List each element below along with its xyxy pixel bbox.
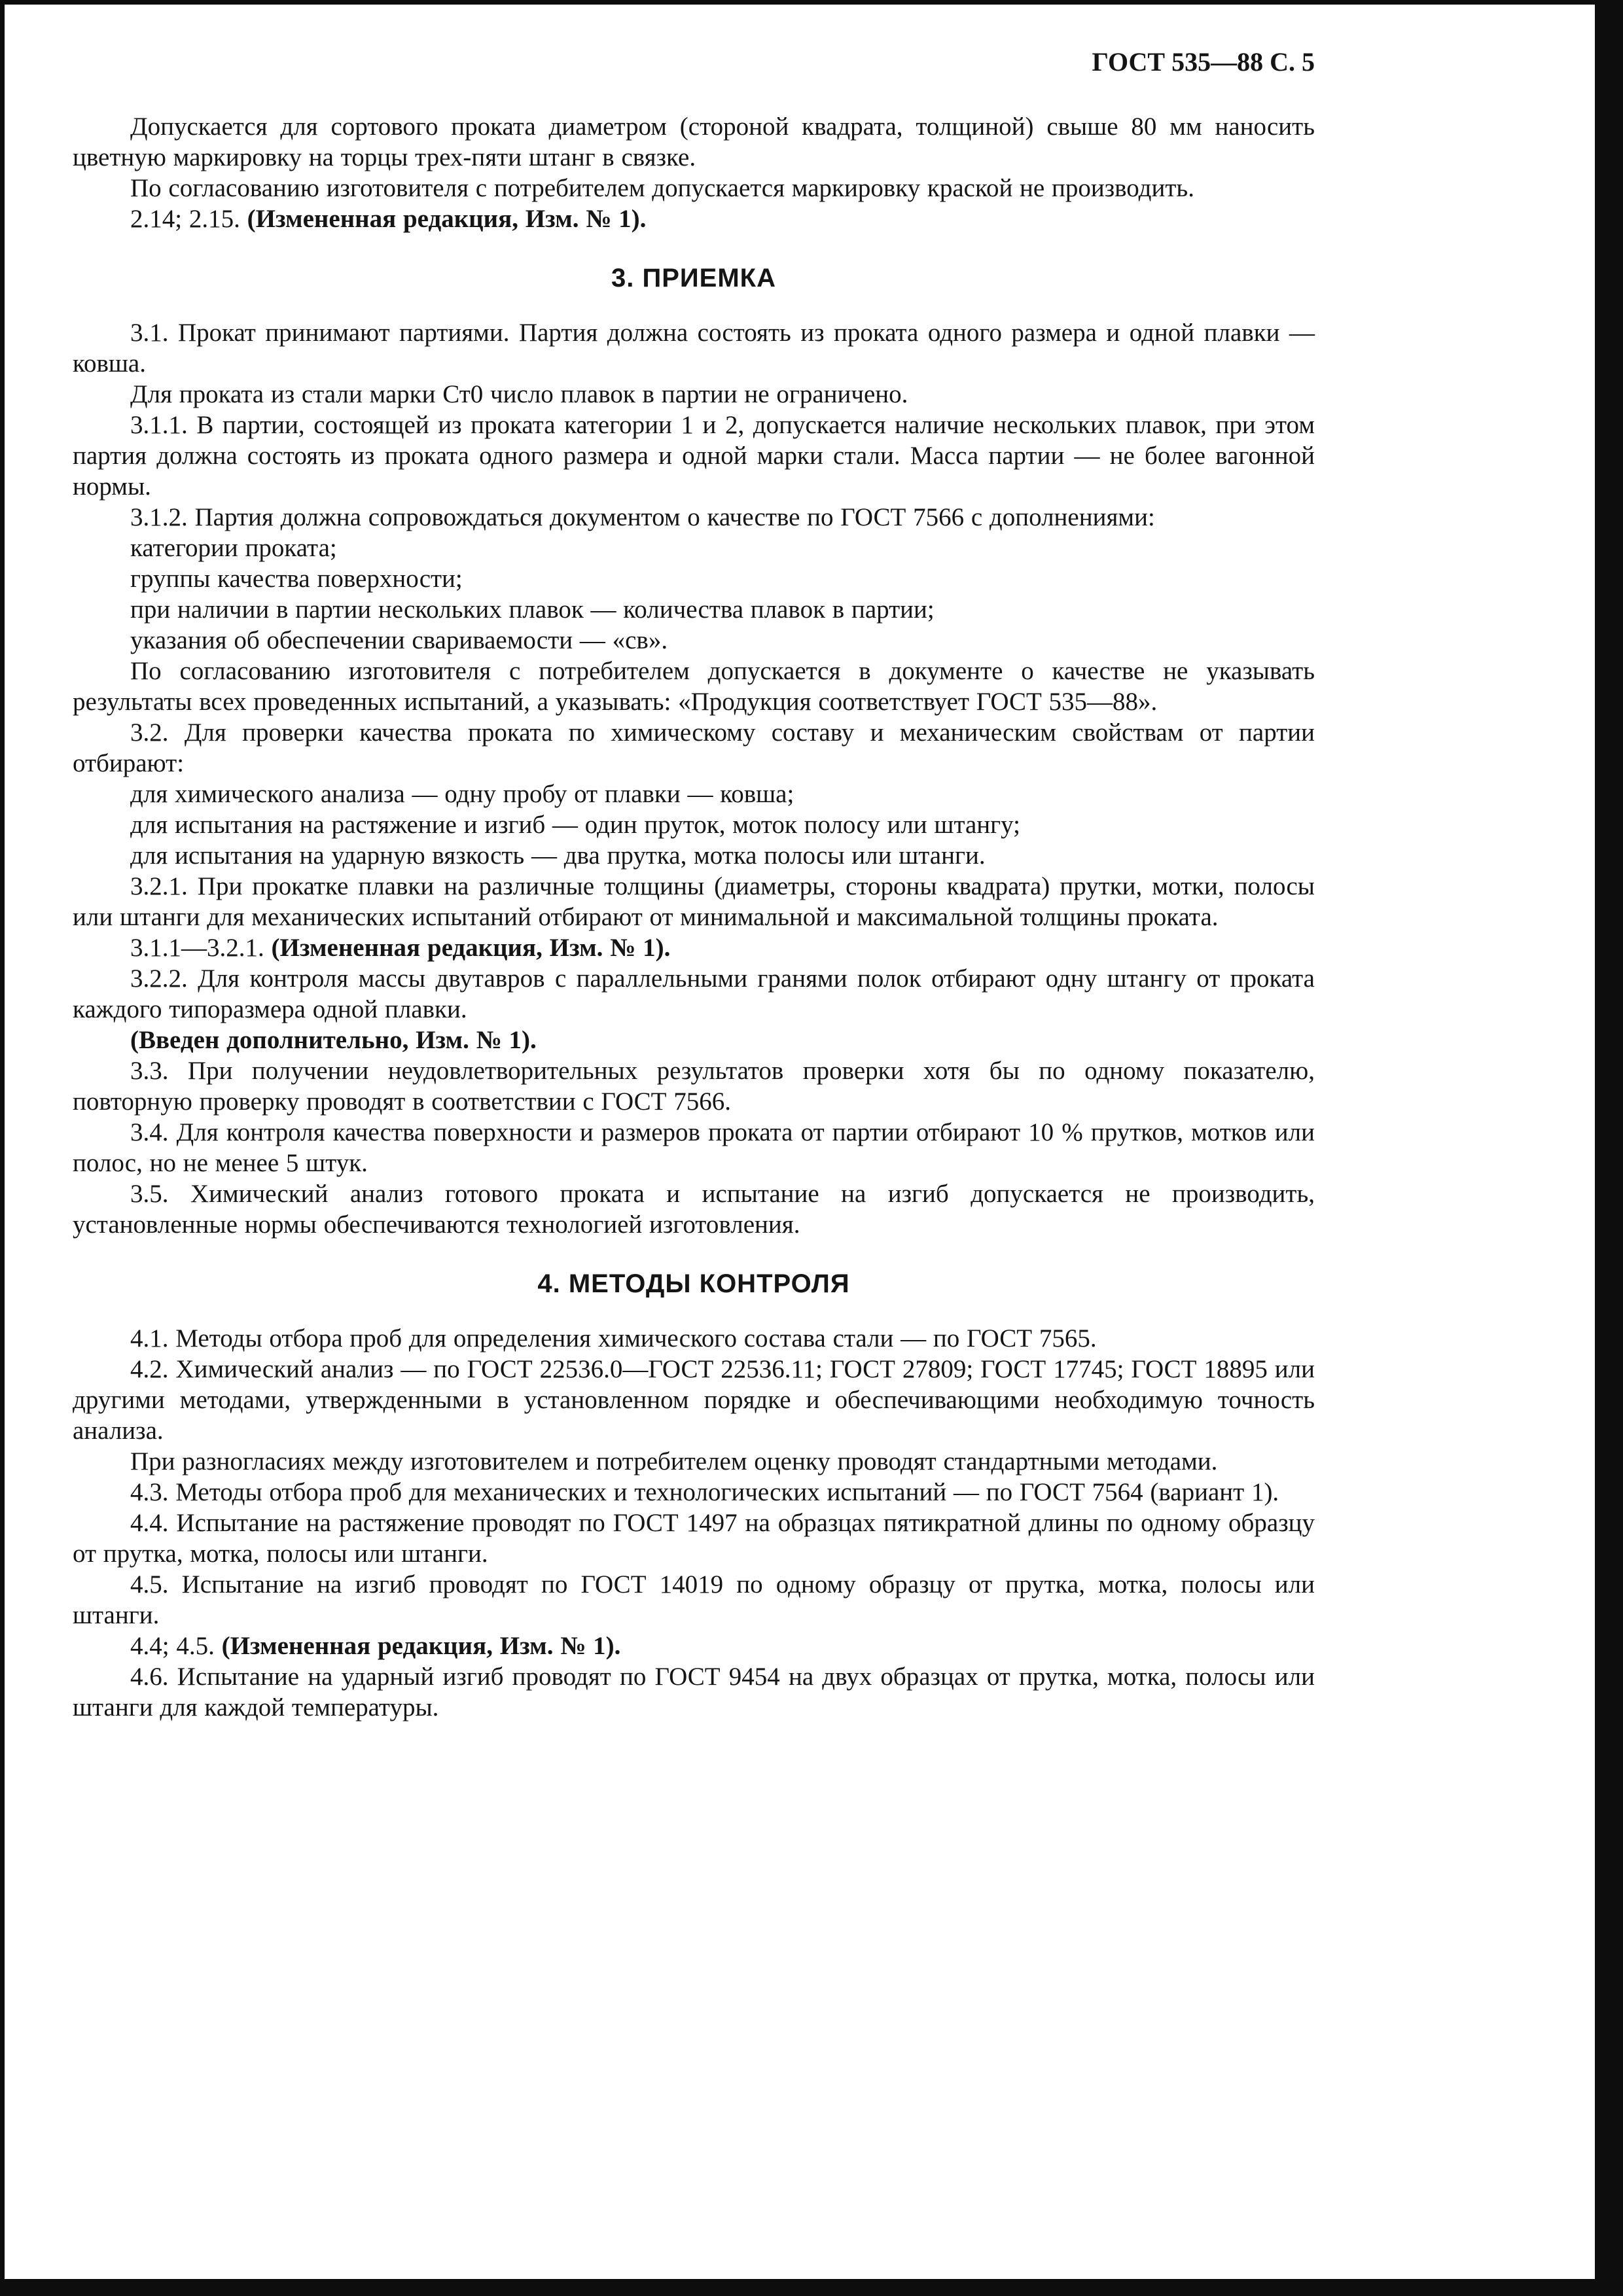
text-run: для химического анализа — одну пробу от плавки — ковша; [130, 780, 794, 808]
text-run: 3.1. Прокат принимают партиями. Партия должна состоять из проката одного размера и одной плавки — ковша. [73, 319, 1315, 378]
text-run: категории проката; [130, 534, 337, 562]
paragraph [73, 410, 1315, 502]
text-run: По согласованию изготовителя с потребителем допускается маркировку краской не производить. [130, 174, 1194, 202]
paragraph [73, 840, 1315, 871]
paragraph [73, 594, 1315, 625]
text-run: 3.1.1—3.2.1. [130, 934, 272, 962]
paragraph [73, 563, 1315, 594]
paragraph [73, 111, 1315, 173]
paragraph [73, 173, 1315, 203]
section-heading: 3. ПРИЕМКА [611, 264, 776, 292]
text-run: 3.4. Для контроля качества поверхности и размеров проката от партии отбирают 10 % прутков, мотков или полос, но не менее 5 штук. [73, 1118, 1315, 1177]
bold-run: (Введен дополнительно, Изм. № 1). [130, 1026, 537, 1054]
text-run: для испытания на ударную вязкость — два прутка, мотка полосы или штанги. [130, 841, 986, 870]
paragraph [73, 1354, 1315, 1446]
paragraph [73, 1477, 1315, 1508]
paragraph [73, 379, 1315, 410]
paragraph [73, 871, 1315, 932]
paragraph [73, 533, 1315, 563]
page-header: ГОСТ 535—88 С. 5 [1092, 47, 1315, 77]
paragraph [73, 1117, 1315, 1178]
bold-run: (Измененная редакция, Изм. № 1). [247, 205, 647, 233]
paragraph [73, 1025, 1315, 1055]
text-run: 2.14; 2.15. [130, 205, 247, 233]
sections-container [73, 111, 1315, 1723]
section-heading: 4. МЕТОДЫ КОНТРОЛЯ [537, 1269, 850, 1298]
text-run: 4.6. Испытание на ударный изгиб проводят по ГОСТ 9454 на двух образцах от прутка, мотка, полосы или штанги для каждой температуры. [73, 1663, 1315, 1722]
text-run: Допускается для сортового проката диаметром (стороной квадрата, толщиной) свыше 80 мм наносить цветную маркировку на торцы трех-пяти штанг в связке. [73, 113, 1315, 171]
paragraph [73, 932, 1315, 963]
document-content [5, 5, 1595, 1723]
text-run: 4.1. Методы отбора проб для определения химического состава стали — по ГОСТ 7565. [130, 1324, 1097, 1352]
paragraph [73, 1661, 1315, 1723]
text-run: 4.2. Химический анализ — по ГОСТ 22536.0—ГОСТ 22536.11; ГОСТ 27809; ГОСТ 17745; ГОСТ 18895 или другими методами, утвержденными в установленном порядке и обеспечивающими необходимую точность анализа. [73, 1355, 1315, 1445]
paragraph [73, 317, 1315, 379]
text-run: 3.1.2. Партия должна сопровождаться документом о качестве по ГОСТ 7566 с дополнениями: [130, 503, 1155, 531]
text-run: 3.5. Химический анализ готового проката и испытание на изгиб допускается не производить, установленные нормы обеспечиваются технологией изготовления. [73, 1180, 1315, 1239]
paragraph [73, 1178, 1315, 1240]
paragraph [73, 1323, 1315, 1354]
text-run: При разногласиях между изготовителем и потребителем оценку проводят стандартными методами. [130, 1447, 1218, 1475]
text-run: 3.2.2. Для контроля массы двутавров с параллельными гранями полок отбирают одну штангу от проката каждого типоразмера одной плавки. [73, 964, 1315, 1023]
text-run: 4.5. Испытание на изгиб проводят по ГОСТ 14019 по одному образцу от прутка, мотка, полосы или штанги. [73, 1570, 1315, 1629]
text-run: группы качества поверхности; [130, 565, 463, 593]
text-run: 4.4; 4.5. [130, 1632, 222, 1660]
text-run: для испытания на растяжение и изгиб — один пруток, моток полосу или штангу; [130, 811, 1020, 839]
paragraph [73, 963, 1315, 1025]
paragraph [73, 203, 1315, 234]
text-run: 4.4. Испытание на растяжение проводят по ГОСТ 1497 на образцах пятикратной длины по одному образцу от прутка, мотка, полосы или штанги. [73, 1509, 1315, 1568]
text-run: 4.3. Методы отбора проб для механических и технологических испытаний — по ГОСТ 7564 (вариант 1). [130, 1478, 1279, 1506]
paragraph [73, 1446, 1315, 1477]
paragraph [73, 502, 1315, 533]
text-run: По согласованию изготовителя с потребителем допускается в документе о качестве не указывать результаты всех проведенных испытаний, а указывать: «Продукция соответствует ГОСТ 535—88». [73, 657, 1315, 716]
paragraph [73, 656, 1315, 717]
paragraph [73, 717, 1315, 779]
paragraph [73, 1508, 1315, 1569]
text-run: 3.2. Для проверки качества проката по химическому составу и механическим свойствам от партии отбирают: [73, 718, 1315, 777]
paragraph [73, 1055, 1315, 1117]
text-run: указания об обеспечении свариваемости — «св». [130, 626, 668, 654]
paragraph [73, 809, 1315, 840]
bold-run: (Измененная редакция, Изм. № 1). [221, 1632, 621, 1660]
text-run: Для проката из стали марки Ст0 число плавок в партии не ограничено. [130, 380, 908, 408]
paragraph [73, 625, 1315, 656]
bold-run: (Измененная редакция, Изм. № 1). [271, 934, 671, 962]
text-run: 3.1.1. В партии, состоящей из проката категории 1 и 2, допускается наличие нескольких плавок, при этом партия должна состоять из проката одного размера и одной марки стали. Масса партии — не более вагонной нормы. [73, 411, 1315, 501]
text-run: при наличии в партии нескольких плавок — количества плавок в партии; [130, 595, 935, 624]
paragraph [73, 1569, 1315, 1631]
document-page [5, 5, 1595, 2279]
text-run: 3.3. При получении неудовлетворительных результатов проверки хотя бы по одному показателю, повторную проверку проводят в соответствии с ГОСТ 7566. [73, 1057, 1315, 1116]
paragraph [73, 1631, 1315, 1661]
paragraph [73, 779, 1315, 809]
text-run: 3.2.1. При прокатке плавки на различные толщины (диаметры, стороны квадрата) прутки, мотки, полосы или штанги для механических испытаний отбирают от минимальной и максимальной толщины проката. [73, 872, 1315, 931]
